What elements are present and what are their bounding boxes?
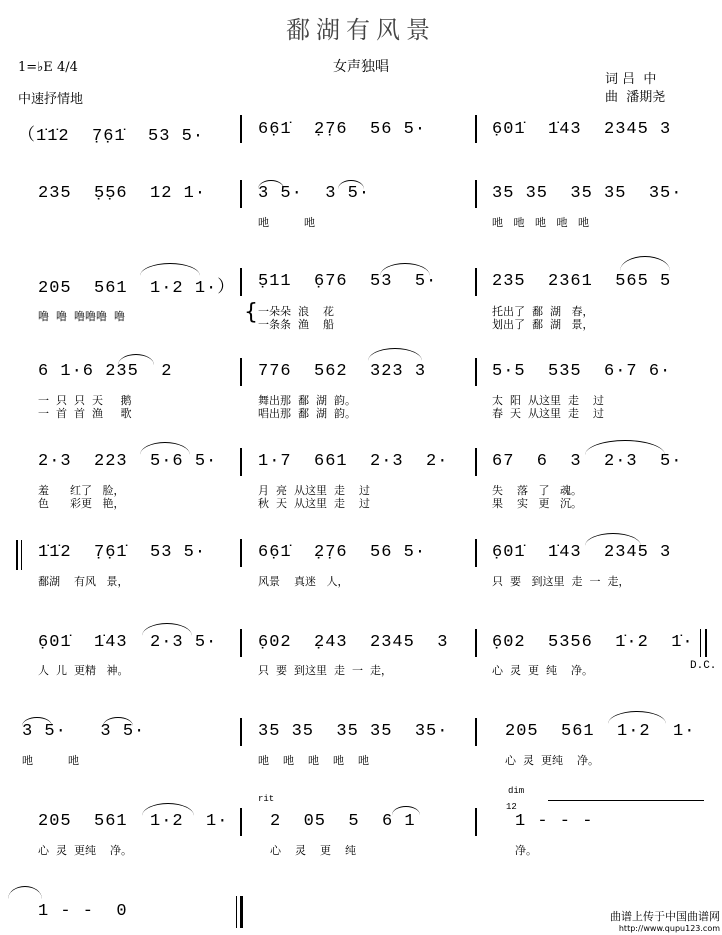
measure-group: 2·3 223 5·6 5· — [38, 452, 218, 471]
slur — [338, 180, 364, 189]
tempo-marking: 中速抒情地 — [18, 92, 84, 107]
slur — [368, 348, 422, 361]
measure-group: 235 5̣5̣6 12 1· — [38, 184, 207, 203]
lyric-line: 失 落 了 魂。 — [492, 484, 582, 497]
lyric-line: 色 彩更 艳， — [38, 497, 125, 510]
measure-group: 235 2361 565 5 — [492, 272, 672, 291]
measure-group: 205 561 1·2 1· — [38, 812, 229, 831]
measure-group: 1̇1̇2 7̣6̣1̇ 53 5· — [38, 543, 207, 562]
measure-group: 1·7 661 2·3 2· — [258, 452, 449, 471]
final-barline — [236, 896, 237, 928]
tie — [8, 886, 42, 899]
slur — [118, 354, 154, 365]
lyric-line: 风景 真迷 人， — [258, 575, 349, 588]
slur — [392, 806, 420, 815]
key-label: 1=♭E — [18, 60, 53, 75]
barline — [475, 358, 477, 386]
slur — [620, 256, 670, 271]
lyric-line: 人 儿 更精 神。 — [38, 664, 129, 677]
measure-group: 5̣11 6̣76 53 5· — [258, 272, 438, 291]
repeat-end-barline — [700, 629, 701, 657]
dim-mark: dim — [508, 786, 525, 796]
lyric-line: 鄱湖 有风 景， — [38, 575, 129, 588]
grace-notes: 12 — [506, 802, 517, 812]
measure-group: 6̣02 5356 1̇·2 1̇· — [492, 633, 694, 652]
final-barline — [240, 896, 243, 928]
lyric-line: 一条条 渔 船 — [258, 318, 334, 331]
slur — [140, 263, 200, 276]
barline — [240, 539, 242, 567]
lyric-line: 唱出那 鄱 湖 韵。 — [258, 407, 356, 420]
slur — [380, 263, 430, 276]
verse-brace: { — [244, 300, 258, 325]
lyric-line: 月 亮 从这里 走 过 — [258, 484, 370, 497]
measure-group: （1̇1̇2 7̣6̣1̇ 53 5· — [18, 127, 205, 146]
measure-group: 1 - - - — [515, 812, 594, 831]
lyric-line: 吔 吔 — [22, 754, 79, 767]
lyric-line: 太 阳 从这里 走 过 — [492, 394, 604, 407]
lyric-line: 心 灵 更 纯 净。 — [492, 664, 593, 677]
lyric-line: 托出了 鄱 湖 春， — [492, 305, 594, 318]
measure-group: 6̣01̇ 1̇43 2345 3 — [492, 120, 672, 139]
barline — [240, 358, 242, 386]
lyric-line: 心 灵 更 纯 — [270, 844, 356, 857]
lyric-line: 只 要 到这里 走 一 走， — [258, 664, 392, 677]
measure-group: 776 562 323 3 — [258, 362, 427, 381]
watermark-line2: http://www.qupu123.com — [618, 924, 720, 933]
lyric-line: 只 要 到这里 走 一 走， — [492, 575, 630, 588]
slur — [103, 717, 133, 726]
slur — [140, 442, 190, 455]
lyric-line: 吔 吔 — [258, 216, 315, 229]
measure-group: 6̣01̇ 1̇43 2345 3 — [492, 543, 672, 562]
lyric-line: 净。 — [515, 844, 537, 857]
lyric-line: 划出了 鄱 湖 景， — [492, 318, 594, 331]
key-signature — [18, 60, 78, 75]
measure-group: 6̣02 2̣43 2345 3 — [258, 633, 449, 652]
measure-group: 205 561 1·2 1· — [505, 722, 696, 741]
measure-group: 3 5· 3 5· — [258, 184, 371, 203]
watermark — [610, 908, 720, 933]
lyric-line: 一 首 首 渔 歌 — [38, 407, 132, 420]
barline — [475, 629, 477, 657]
barline — [475, 180, 477, 208]
measure-group: 35 35 35 35 35· — [492, 184, 683, 203]
measure-group: 66̣1̇ 2̣7̣6 56 5· — [258, 120, 427, 139]
barline — [475, 539, 477, 567]
lyric-line: 羞 红了 脸， — [38, 484, 125, 497]
measure-group: 66̣1̇ 2̣7̣6 56 5· — [258, 543, 427, 562]
song-title: 鄱湖有风景 — [286, 16, 436, 44]
lyric-line: 吔 吔 吔 吔 吔 — [258, 754, 369, 767]
lyric-line: 吔 吔 吔 吔 吔 — [492, 216, 589, 229]
slur — [22, 717, 52, 726]
barline — [240, 718, 242, 746]
measure-group: 1 - - 0 — [38, 902, 128, 921]
lyric-line: 一朵朵 浪 花 — [258, 305, 334, 318]
slur — [585, 533, 641, 546]
slur — [608, 711, 666, 724]
lyric-line: 噜 噜 噜噜噜 噜 — [38, 310, 125, 323]
time-signature: 4/4 — [56, 60, 78, 75]
measure-group: 35 35 35 35 35· — [258, 722, 449, 741]
measure-group: 6 1·6 235 2 — [38, 362, 173, 381]
watermark-line1: 曲谱上传于中国曲谱网 — [610, 910, 720, 923]
lyricist-credit: 词 吕 中 — [605, 72, 657, 87]
measure-group: 205 561 1·2 1·） — [38, 279, 236, 298]
barline — [240, 629, 242, 657]
measure-group: 3 5· 3 5· — [22, 722, 146, 741]
lyric-line: 果 实 更 沉。 — [492, 497, 582, 510]
barline — [240, 180, 242, 208]
slur — [142, 803, 194, 816]
lyric-line: 秋 天 从这里 走 过 — [258, 497, 370, 510]
barline — [240, 808, 242, 836]
lyric-line: 一 只 只 天 鹅 — [38, 394, 132, 407]
repeat-start-barline — [21, 540, 22, 570]
slur — [142, 623, 192, 636]
barline — [240, 268, 242, 296]
barline — [475, 268, 477, 296]
song-subtitle: 女声独唱 — [333, 59, 389, 75]
barline — [475, 808, 477, 836]
lyric-line: 春 天 从这里 走 过 — [492, 407, 604, 420]
lyric-line: 舞出那 鄱 湖 韵。 — [258, 394, 356, 407]
barline — [240, 115, 242, 143]
da-capo-mark: D.C. — [690, 660, 717, 672]
measure-group: 67 6 3 2·3 5· — [492, 452, 683, 471]
lyric-line: 心 灵 更纯 净。 — [38, 844, 132, 857]
measure-group: 5·5 535 6·7 6· — [492, 362, 672, 381]
barline — [475, 718, 477, 746]
lyric-line: 心 灵 更纯 净。 — [505, 754, 599, 767]
slur — [585, 440, 665, 455]
diminuendo-line — [548, 800, 704, 801]
measure-group: 2 05 5 6 1 — [270, 812, 416, 831]
slur — [258, 180, 284, 189]
barline — [240, 448, 242, 476]
composer-credit: 曲 潘期尧 — [605, 90, 666, 105]
repeat-start-barline — [16, 540, 18, 570]
barline — [475, 115, 477, 143]
barline — [475, 448, 477, 476]
measure-group: 6̣01̇ 1̇43 2·3 5· — [38, 633, 218, 652]
repeat-end-barline — [705, 629, 707, 657]
rit-mark: rit — [258, 794, 275, 804]
